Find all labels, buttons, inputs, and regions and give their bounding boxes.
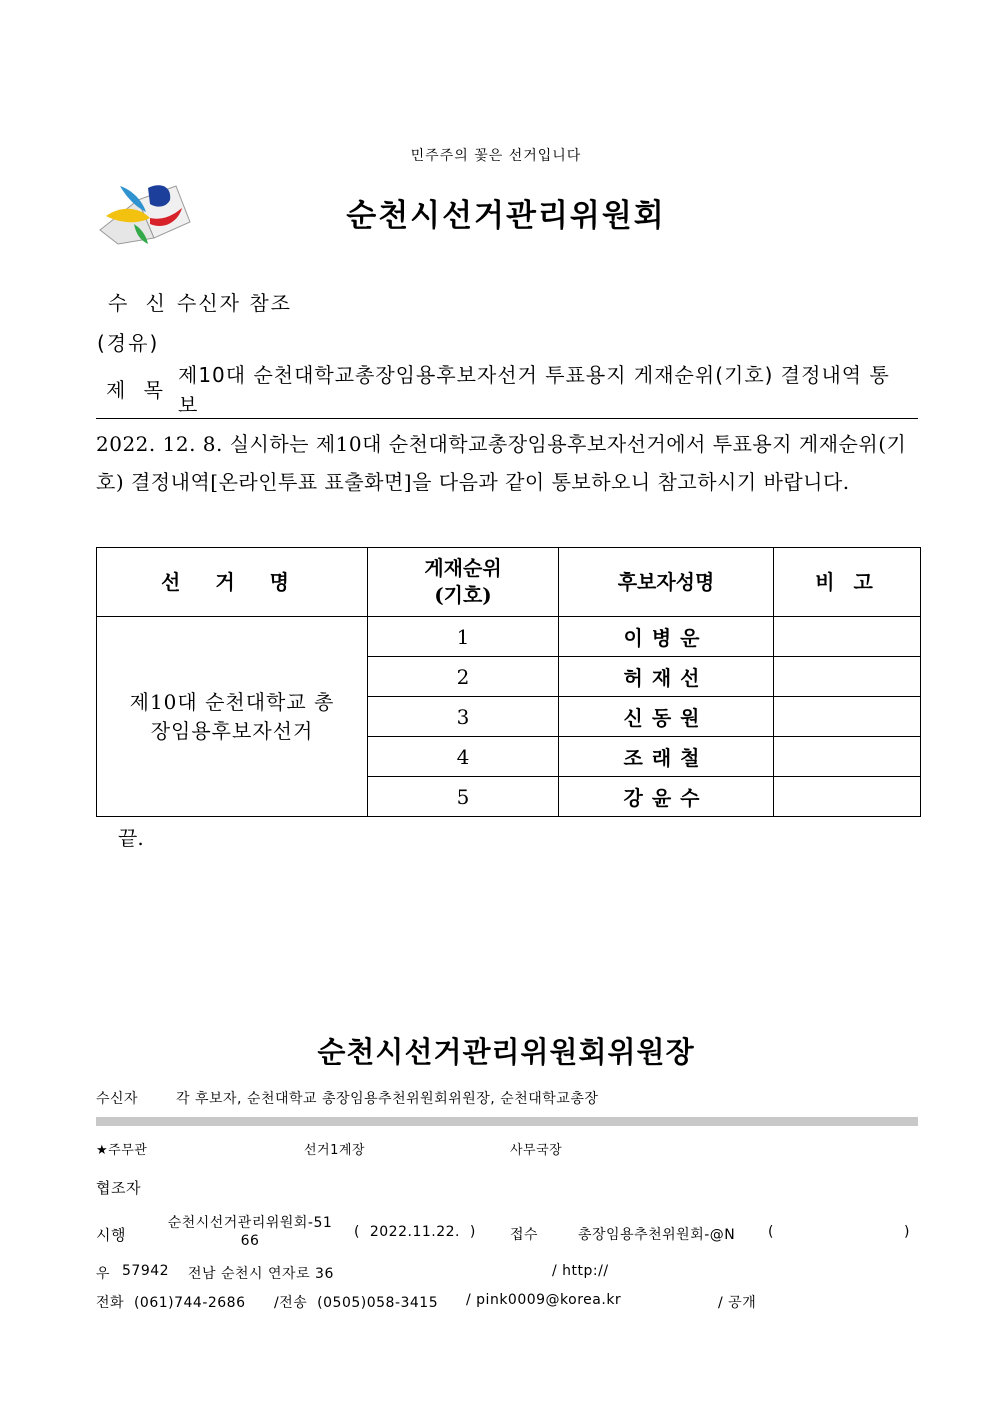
header-candidate: 후보자성명: [559, 548, 774, 617]
header-election: 선 거 명: [97, 548, 368, 617]
candidate-name-cell: 조래철: [559, 737, 774, 777]
phone: 전화 (061)744-2686: [96, 1295, 246, 1311]
recipient-value: 수신자 참조: [177, 291, 292, 315]
rank-cell: 1: [368, 617, 559, 657]
remarks-cell: [774, 657, 921, 697]
receipt-paren-close: ): [904, 1224, 910, 1240]
organization-title: 순천시선거관리위원회: [346, 198, 666, 234]
candidate-name-cell: 이병운: [559, 617, 774, 657]
postal-code: 57942: [122, 1263, 170, 1279]
candidate-name-cell: 신동원: [559, 697, 774, 737]
election-name-line1: 제10대 순천대학교 총: [129, 689, 335, 714]
remarks-cell: [774, 737, 921, 777]
receipt-value: 총장임용추천위원회-@N: [578, 1227, 736, 1243]
approver-director: 사무국장: [510, 1143, 563, 1158]
recipient-label: 수 신: [108, 291, 171, 315]
rank-cell: 4: [368, 737, 559, 777]
subject-text: 제10대 순천대학교총장임용후보자선거 투표용지 게재순위(기호) 결정내역 통보: [178, 363, 890, 417]
approver-section-chief: 선거1계장: [304, 1143, 366, 1158]
end-mark: 끝.: [118, 826, 144, 850]
rank-cell: 5: [368, 777, 559, 817]
disclosure-status: / 공개: [718, 1295, 757, 1311]
header-remarks: 비 고: [774, 548, 921, 617]
issue-number-line2: 66: [240, 1233, 260, 1249]
cc-label: 수신자: [96, 1091, 139, 1107]
address: 전남 순천시 연자로 36: [188, 1266, 334, 1282]
fax: /전송 (0505)058-3415: [274, 1295, 439, 1311]
rank-cell: 3: [368, 697, 559, 737]
body-paragraph: 2022. 12. 8. 실시하는 제10대 순천대학교총장임용후보자선거에서 투표용지 게재순위(기호) 결정내역[온라인투표 표출화면]을 다음과 같이 통보하오니 참고하시기 바랍니다.: [96, 432, 907, 494]
remarks-cell: [774, 617, 921, 657]
cooperator-label: 협조자: [96, 1179, 141, 1197]
election-name-cell: [97, 617, 368, 817]
receipt-paren-open: (: [768, 1224, 774, 1240]
candidate-name-cell: 허재선: [559, 657, 774, 697]
header-rank-line2: (기호): [434, 583, 492, 607]
subject-label: 제 목: [106, 378, 169, 402]
issue-number-line1: 순천시선거관리위원회-51: [167, 1215, 333, 1231]
issue-number: [150, 1214, 350, 1250]
footer-divider: [96, 1117, 918, 1126]
via-label: (경유): [97, 331, 160, 355]
rank-cell: 2: [368, 657, 559, 697]
cc-value: 각 후보자, 순천대학교 총장임용추천위원회위원장, 순천대학교총장: [176, 1091, 599, 1107]
email-link[interactable]: / pink0009@korea.kr: [466, 1292, 622, 1308]
slogan: 민주주의 꽃은 선거입니다: [410, 148, 582, 164]
remarks-cell: [774, 697, 921, 737]
table-row: [97, 617, 921, 657]
sender-title: 순천시선거관리위원회위원장: [317, 1035, 695, 1069]
election-name-line2: 장임용후보자선거: [150, 718, 314, 743]
candidate-table: [96, 547, 921, 817]
remarks-cell: [774, 777, 921, 817]
candidate-name-cell: 강윤수: [559, 777, 774, 817]
header-divider: [96, 418, 918, 419]
approver-officer: ★주무관: [96, 1143, 148, 1158]
issue-date: ( 2022.11.22. ): [354, 1224, 476, 1240]
homepage-link[interactable]: / http://: [552, 1263, 609, 1279]
postal-label: 우: [96, 1266, 111, 1282]
table-header-row: [97, 548, 921, 617]
header-rank-line1: 게재순위: [424, 556, 502, 580]
header-rank: [368, 548, 559, 617]
receipt-label: 접수: [510, 1227, 539, 1243]
issue-label: 시행: [96, 1226, 126, 1244]
